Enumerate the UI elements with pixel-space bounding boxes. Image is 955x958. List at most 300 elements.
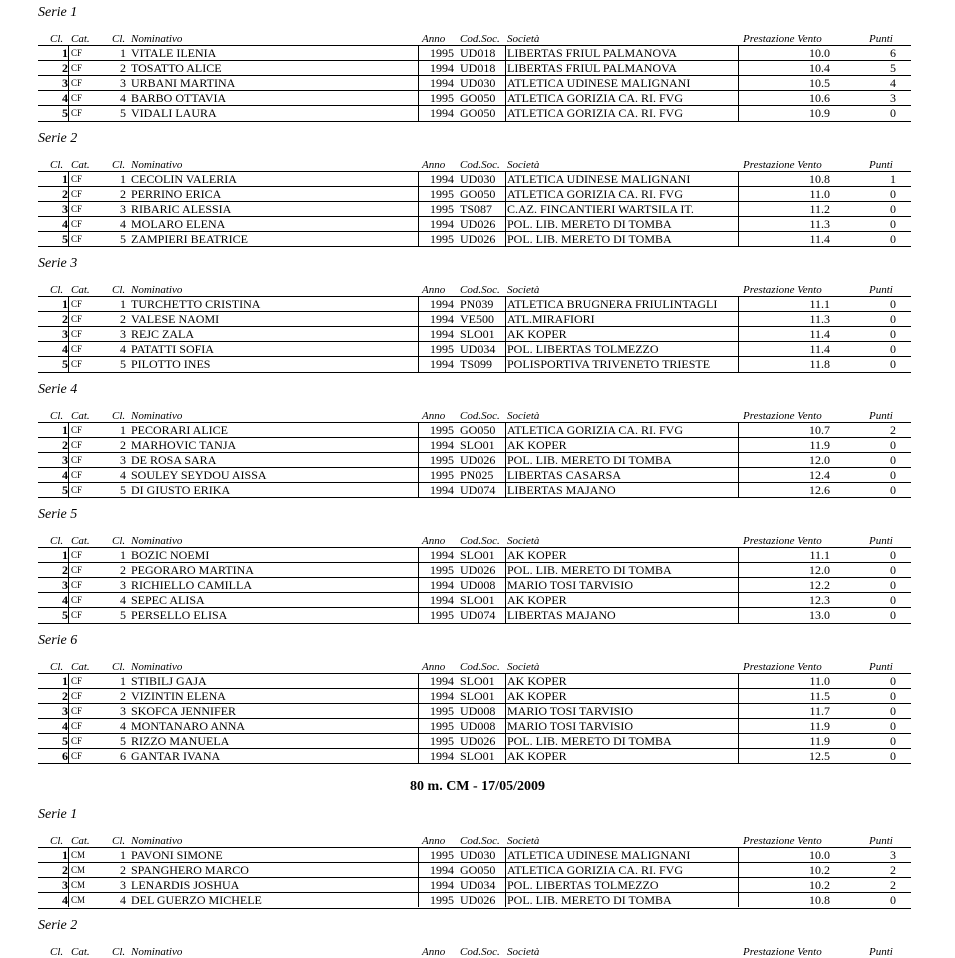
points-cell: 2 xyxy=(890,422,896,437)
category-cell: CF xyxy=(71,550,83,560)
points-cell: 6 xyxy=(890,46,896,60)
lane-cell: 1 xyxy=(120,171,126,186)
athlete-name-cell: VIZINTIN ELENA xyxy=(131,688,226,703)
club-name-cell: LIBERTAS MAJANO xyxy=(507,482,616,497)
club-code-cell: SLO01 xyxy=(460,327,495,342)
rank-cell: 2 xyxy=(62,61,68,76)
header-soc: Società xyxy=(507,409,540,422)
table-row xyxy=(38,878,911,893)
header-cl: Cl. xyxy=(112,158,126,171)
header-cod: Cod.Soc. xyxy=(460,835,500,848)
category-cell: CM xyxy=(71,880,86,891)
club-code-cell: GO050 xyxy=(460,863,496,878)
points-cell: 1 xyxy=(890,171,896,186)
lane-cell: 1 xyxy=(120,297,126,311)
table-row xyxy=(38,593,911,608)
table-row xyxy=(38,342,911,357)
column-rule xyxy=(505,45,506,121)
table-row xyxy=(38,453,911,468)
club-code-cell: SLO01 xyxy=(460,673,495,688)
performance-cell: 12.2 xyxy=(809,578,830,593)
column-rule xyxy=(738,422,739,498)
rank-cell: 3 xyxy=(62,76,68,91)
rank-cell: 2 xyxy=(62,688,68,703)
club-name-cell: ATLETICA GORIZIA CA. RI. FVG xyxy=(507,422,683,437)
performance-cell: 10.8 xyxy=(809,893,830,908)
performance-cell: 11.4 xyxy=(809,342,830,357)
club-name-cell: MARIO TOSI TARVISIO xyxy=(507,703,634,718)
table-row xyxy=(38,608,911,623)
header-pres: Prestazione Vento xyxy=(743,945,822,958)
category-cell: CF xyxy=(71,735,83,746)
column-rule xyxy=(738,673,739,764)
athlete-name-cell: TURCHETTO CRISTINA xyxy=(131,297,261,311)
year-cell: 1994 xyxy=(430,327,454,342)
athlete-name-cell: PERSELLO ELISA xyxy=(131,608,228,623)
rank-cell: 5 xyxy=(62,608,68,623)
header-cod: Cod.Soc. xyxy=(460,158,500,171)
lane-cell: 3 xyxy=(120,452,126,467)
club-name-cell: POL. LIBERTAS TOLMEZZO xyxy=(507,342,659,357)
header-cod: Cod.Soc. xyxy=(460,33,500,45)
rank-cell: 1 xyxy=(62,46,68,60)
year-cell: 1994 xyxy=(430,437,454,452)
club-name-cell: ATLETICA UDINESE MALIGNANI xyxy=(507,76,691,91)
points-cell: 0 xyxy=(890,357,896,372)
category-cell: CF xyxy=(71,439,83,450)
performance-cell: 10.7 xyxy=(809,422,830,437)
column-rule xyxy=(418,422,419,498)
serie-title: Serie 1 xyxy=(38,5,78,20)
header-anno: Anno xyxy=(422,33,446,45)
lane-cell: 4 xyxy=(120,91,126,106)
table-row xyxy=(38,61,911,76)
rank-cell: 1 xyxy=(62,548,68,562)
category-cell: CF xyxy=(71,469,83,480)
rank-cell: 5 xyxy=(62,357,68,372)
serie-title: Serie 3 xyxy=(38,256,78,271)
table-header xyxy=(38,33,911,45)
club-code-cell: SLO01 xyxy=(460,749,495,763)
athlete-name-cell: DE ROSA SARA xyxy=(131,452,217,467)
category-cell: CF xyxy=(71,580,83,591)
header-cl: Cl. xyxy=(112,33,126,45)
club-code-cell: GO050 xyxy=(460,422,496,437)
column-rule xyxy=(418,547,419,623)
header-cat: Cat. xyxy=(71,535,90,547)
header-rank: Cl. xyxy=(50,409,64,422)
header-cat: Cat. xyxy=(71,945,90,958)
serie-title: Serie 6 xyxy=(38,632,78,648)
category-cell: CF xyxy=(71,720,83,731)
year-cell: 1994 xyxy=(430,482,454,497)
header-cod: Cod.Soc. xyxy=(460,409,500,422)
performance-cell: 11.4 xyxy=(809,327,830,342)
table-row xyxy=(38,438,911,453)
lane-cell: 2 xyxy=(120,437,126,452)
athlete-name-cell: GANTAR IVANA xyxy=(131,749,221,763)
club-name-cell: POL. LIB. MERETO DI TOMBA xyxy=(507,231,672,246)
table-row xyxy=(38,172,911,187)
table-row xyxy=(38,202,911,217)
points-cell: 0 xyxy=(890,703,896,718)
category-cell: CM xyxy=(71,865,86,876)
row-rule xyxy=(38,372,911,373)
header-punti: Punti xyxy=(869,409,893,422)
points-cell: 0 xyxy=(890,893,896,908)
row-rule xyxy=(38,763,911,764)
lane-cell: 3 xyxy=(120,578,126,593)
performance-cell: 11.1 xyxy=(809,297,830,311)
points-cell: 0 xyxy=(890,733,896,748)
performance-cell: 11.9 xyxy=(809,437,830,452)
table-row xyxy=(38,483,911,498)
header-cl: Cl. xyxy=(112,945,126,958)
year-cell: 1995 xyxy=(430,733,454,748)
club-code-cell: SLO01 xyxy=(460,593,495,608)
athlete-name-cell: DEL GUERZO MICHELE xyxy=(131,893,262,908)
club-name-cell: ATL.MIRAFIORI xyxy=(507,312,595,327)
header-soc: Società xyxy=(507,945,540,958)
header-pres: Prestazione Vento xyxy=(743,409,822,422)
header-rank: Cl. xyxy=(50,945,64,958)
points-cell: 3 xyxy=(890,848,896,863)
club-code-cell: UD026 xyxy=(460,452,496,467)
club-name-cell: AK KOPER xyxy=(507,673,567,688)
points-cell: 0 xyxy=(890,231,896,246)
club-name-cell: C.AZ. FINCANTIERI WARTSILA IT. xyxy=(507,201,694,216)
header-soc: Società xyxy=(507,535,540,547)
header-cod: Cod.Soc. xyxy=(460,284,500,296)
club-code-cell: VE500 xyxy=(460,312,494,327)
year-cell: 1995 xyxy=(430,342,454,357)
lane-cell: 2 xyxy=(120,688,126,703)
lane-cell: 4 xyxy=(120,893,126,908)
lane-cell: 2 xyxy=(120,61,126,76)
club-code-cell: UD030 xyxy=(460,848,496,863)
club-name-cell: ATLETICA UDINESE MALIGNANI xyxy=(507,848,691,863)
lane-cell: 3 xyxy=(120,76,126,91)
lane-cell: 3 xyxy=(120,703,126,718)
performance-cell: 11.3 xyxy=(809,312,830,327)
year-cell: 1995 xyxy=(430,718,454,733)
header-punti: Punti xyxy=(869,33,893,45)
table-row xyxy=(38,232,911,247)
year-cell: 1995 xyxy=(430,848,454,863)
rank-cell: 4 xyxy=(62,593,68,608)
category-cell: CF xyxy=(71,188,83,199)
club-name-cell: AK KOPER xyxy=(507,548,567,562)
header-pres: Prestazione Vento xyxy=(743,158,822,171)
points-cell: 0 xyxy=(890,563,896,578)
header-punti: Punti xyxy=(869,835,893,848)
lane-cell: 2 xyxy=(120,563,126,578)
year-cell: 1994 xyxy=(430,216,454,231)
category-cell: CF xyxy=(71,299,83,309)
table-row xyxy=(38,548,911,563)
lane-cell: 5 xyxy=(120,608,126,623)
year-cell: 1994 xyxy=(430,863,454,878)
points-cell: 0 xyxy=(890,548,896,562)
club-code-cell: UD026 xyxy=(460,893,496,908)
performance-cell: 11.4 xyxy=(809,231,830,246)
performance-cell: 11.9 xyxy=(809,718,830,733)
header-anno: Anno xyxy=(422,409,446,422)
header-name: Nominativo xyxy=(131,835,183,848)
header-punti: Punti xyxy=(869,284,893,296)
header-cat: Cat. xyxy=(71,158,90,171)
column-rule xyxy=(738,847,739,907)
header-anno: Anno xyxy=(422,660,446,673)
header-rank: Cl. xyxy=(50,33,64,45)
club-code-cell: UD030 xyxy=(460,171,496,186)
athlete-name-cell: REJC ZALA xyxy=(131,327,194,342)
header-name: Nominativo xyxy=(131,33,183,45)
club-code-cell: UD034 xyxy=(460,342,496,357)
year-cell: 1995 xyxy=(430,422,454,437)
header-punti: Punti xyxy=(869,945,893,958)
column-rule xyxy=(418,673,419,764)
club-code-cell: GO050 xyxy=(460,186,496,201)
header-name: Nominativo xyxy=(131,409,183,422)
category-cell: CF xyxy=(71,314,83,325)
table-row xyxy=(38,357,911,372)
points-cell: 0 xyxy=(890,186,896,201)
club-name-cell: LIBERTAS FRIUL PALMANOVA xyxy=(507,46,677,60)
athlete-name-cell: SOULEY SEYDOU AISSA xyxy=(131,467,267,482)
year-cell: 1995 xyxy=(430,608,454,623)
performance-cell: 12.4 xyxy=(809,467,830,482)
row-rule xyxy=(38,121,911,122)
category-cell: CM xyxy=(71,895,86,906)
header-name: Nominativo xyxy=(131,535,183,547)
athlete-name-cell: ZAMPIERI BEATRICE xyxy=(131,231,248,246)
performance-cell: 12.3 xyxy=(809,593,830,608)
lane-cell: 5 xyxy=(120,106,126,121)
athlete-name-cell: PERRINO ERICA xyxy=(131,186,222,201)
year-cell: 1994 xyxy=(430,312,454,327)
performance-cell: 10.4 xyxy=(809,61,830,76)
year-cell: 1994 xyxy=(430,688,454,703)
athlete-name-cell: DI GIUSTO ERIKA xyxy=(131,482,231,497)
performance-cell: 11.8 xyxy=(809,357,830,372)
lane-cell: 4 xyxy=(120,718,126,733)
table-row xyxy=(38,297,911,312)
points-cell: 0 xyxy=(890,482,896,497)
table-header xyxy=(38,946,911,958)
lane-cell: 5 xyxy=(120,733,126,748)
rank-cell: 3 xyxy=(62,878,68,893)
rank-cell: 5 xyxy=(62,482,68,497)
athlete-name-cell: URBANI MARTINA xyxy=(131,76,236,91)
category-cell: CF xyxy=(71,454,83,465)
category-cell: CF xyxy=(71,329,83,340)
athlete-name-cell: SPANGHERO MARCO xyxy=(131,863,249,878)
lane-cell: 2 xyxy=(120,863,126,878)
year-cell: 1995 xyxy=(430,563,454,578)
athlete-name-cell: PAVONI SIMONE xyxy=(131,848,223,863)
performance-cell: 11.1 xyxy=(809,548,830,562)
athlete-name-cell: PATATTI SOFIA xyxy=(131,342,214,357)
athlete-name-cell: BARBO OTTAVIA xyxy=(131,91,227,106)
header-cl: Cl. xyxy=(112,835,126,848)
performance-cell: 11.7 xyxy=(809,703,830,718)
lane-cell: 4 xyxy=(120,216,126,231)
club-name-cell: MARIO TOSI TARVISIO xyxy=(507,718,634,733)
performance-cell: 12.6 xyxy=(809,482,830,497)
lane-cell: 4 xyxy=(120,467,126,482)
rank-cell: 3 xyxy=(62,452,68,467)
year-cell: 1994 xyxy=(430,297,454,311)
club-code-cell: UD008 xyxy=(460,703,496,718)
club-code-cell: GO050 xyxy=(460,106,496,121)
club-name-cell: POL. LIB. MERETO DI TOMBA xyxy=(507,733,672,748)
performance-cell: 10.9 xyxy=(809,106,830,121)
category-cell: CF xyxy=(71,233,83,244)
header-rank: Cl. xyxy=(50,660,64,673)
header-anno: Anno xyxy=(422,535,446,547)
points-cell: 5 xyxy=(890,61,896,76)
header-cat: Cat. xyxy=(71,835,90,848)
column-rule xyxy=(418,171,419,247)
header-rank: Cl. xyxy=(50,835,64,848)
club-name-cell: ATLETICA GORIZIA CA. RI. FVG xyxy=(507,91,683,106)
category-cell: CF xyxy=(71,690,83,701)
athlete-name-cell: MARHOVIC TANJA xyxy=(131,437,237,452)
table-row xyxy=(38,734,911,749)
header-cod: Cod.Soc. xyxy=(460,535,500,547)
performance-cell: 12.5 xyxy=(809,749,830,763)
rank-cell: 1 xyxy=(62,297,68,311)
header-name: Nominativo xyxy=(131,945,183,958)
column-rule xyxy=(738,45,739,121)
club-code-cell: PN039 xyxy=(460,297,494,311)
rank-cell: 5 xyxy=(62,231,68,246)
points-cell: 0 xyxy=(890,718,896,733)
rank-cell: 3 xyxy=(62,327,68,342)
header-soc: Società xyxy=(507,158,540,171)
table-row xyxy=(38,46,911,61)
lane-cell: 1 xyxy=(120,673,126,688)
column-rule xyxy=(68,171,69,247)
column-rule xyxy=(68,296,69,372)
table-row xyxy=(38,423,911,438)
lane-cell: 5 xyxy=(120,357,126,372)
header-anno: Anno xyxy=(422,835,446,848)
points-cell: 0 xyxy=(890,578,896,593)
header-cl: Cl. xyxy=(112,409,126,422)
header-rank: Cl. xyxy=(50,158,64,171)
lane-cell: 5 xyxy=(120,482,126,497)
column-rule xyxy=(68,422,69,498)
performance-cell: 10.8 xyxy=(809,171,830,186)
club-code-cell: UD008 xyxy=(460,718,496,733)
year-cell: 1994 xyxy=(430,76,454,91)
points-cell: 0 xyxy=(890,342,896,357)
club-name-cell: LIBERTAS FRIUL PALMANOVA xyxy=(507,61,677,76)
table-row xyxy=(38,217,911,232)
header-rank: Cl. xyxy=(50,284,64,296)
column-rule xyxy=(505,547,506,623)
serie-title: Serie 1 xyxy=(38,807,78,823)
club-code-cell: UD026 xyxy=(460,733,496,748)
points-cell: 0 xyxy=(890,467,896,482)
category-cell: CF xyxy=(71,424,83,435)
category-cell: CF xyxy=(71,78,83,89)
club-name-cell: AK KOPER xyxy=(507,749,567,763)
club-code-cell: TS087 xyxy=(460,201,493,216)
category-cell: CF xyxy=(71,63,83,74)
year-cell: 1994 xyxy=(430,171,454,186)
points-cell: 0 xyxy=(890,437,896,452)
year-cell: 1994 xyxy=(430,357,454,372)
table-row xyxy=(38,76,911,91)
performance-cell: 10.0 xyxy=(809,46,830,60)
athlete-name-cell: STIBILJ GAJA xyxy=(131,673,207,688)
club-name-cell: LIBERTAS CASARSA xyxy=(507,467,622,482)
category-cell: CF xyxy=(71,344,83,355)
serie-title: Serie 2 xyxy=(38,917,78,933)
rank-cell: 2 xyxy=(62,863,68,878)
points-cell: 0 xyxy=(890,749,896,763)
points-cell: 0 xyxy=(890,593,896,608)
lane-cell: 5 xyxy=(120,231,126,246)
lane-cell: 2 xyxy=(120,186,126,201)
year-cell: 1994 xyxy=(430,578,454,593)
column-rule xyxy=(68,45,69,121)
athlete-name-cell: PECORARI ALICE xyxy=(131,422,229,437)
lane-cell: 1 xyxy=(120,848,126,863)
athlete-name-cell: RIZZO MANUELA xyxy=(131,733,230,748)
column-rule xyxy=(68,847,69,907)
club-name-cell: MARIO TOSI TARVISIO xyxy=(507,578,634,593)
column-rule xyxy=(68,547,69,623)
column-rule xyxy=(738,171,739,247)
rank-cell: 6 xyxy=(62,749,68,763)
row-rule xyxy=(38,908,911,909)
year-cell: 1995 xyxy=(430,467,454,482)
club-name-cell: AK KOPER xyxy=(507,593,567,608)
serie-title: Serie 5 xyxy=(38,507,78,522)
header-name: Nominativo xyxy=(131,158,183,171)
rank-cell: 2 xyxy=(62,312,68,327)
header-anno: Anno xyxy=(422,158,446,171)
header-rank: Cl. xyxy=(50,535,64,547)
category-cell: CF xyxy=(71,565,83,576)
lane-cell: 3 xyxy=(120,327,126,342)
points-cell: 3 xyxy=(890,91,896,106)
header-pres: Prestazione Vento xyxy=(743,33,822,45)
athlete-name-cell: LENARDIS JOSHUA xyxy=(131,878,240,893)
category-cell: CF xyxy=(71,595,83,606)
club-name-cell: AK KOPER xyxy=(507,437,567,452)
club-code-cell: UD030 xyxy=(460,76,496,91)
table-row xyxy=(38,187,911,202)
rank-cell: 5 xyxy=(62,733,68,748)
table-row xyxy=(38,704,911,719)
category-cell: CF xyxy=(71,48,83,58)
lane-cell: 4 xyxy=(120,593,126,608)
table-row xyxy=(38,863,911,878)
table-header xyxy=(38,661,911,673)
club-code-cell: UD018 xyxy=(460,46,496,60)
header-punti: Punti xyxy=(869,535,893,547)
header-cat: Cat. xyxy=(71,660,90,673)
table-header xyxy=(38,159,911,171)
row-rule xyxy=(38,623,911,624)
column-rule xyxy=(68,673,69,764)
table-row xyxy=(38,563,911,578)
